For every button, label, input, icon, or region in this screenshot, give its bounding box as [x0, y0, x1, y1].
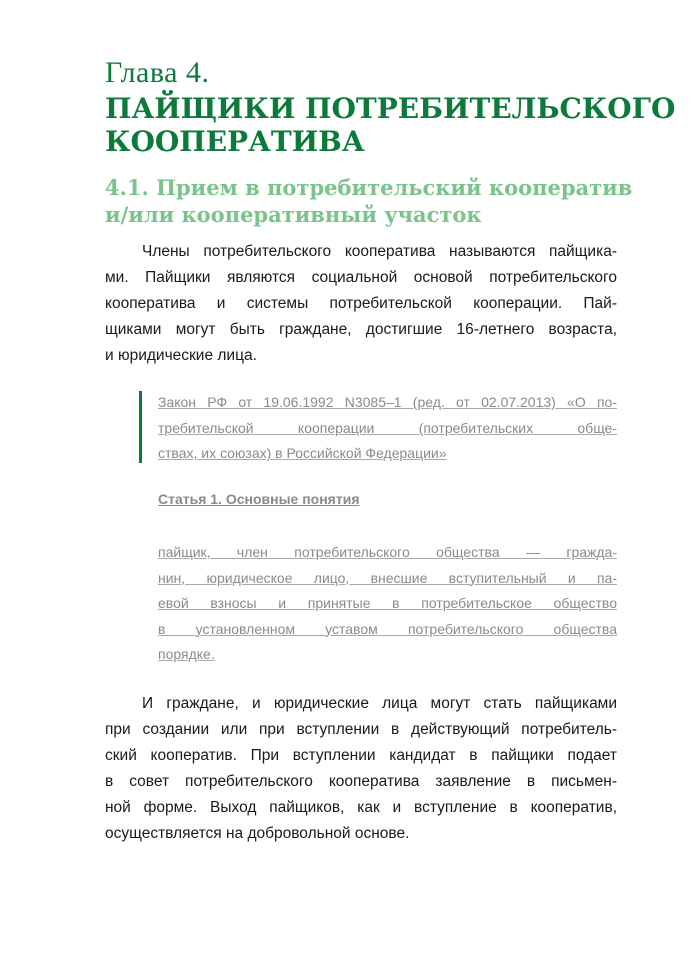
- text-line: и юридические лица.: [105, 347, 257, 364]
- chapter-label: Глава 4.: [105, 56, 210, 89]
- text-line: в совет потребительского кооператива заявление в письмен-: [105, 773, 617, 790]
- text-line: щиками могут быть граждане, достигшие 16-летнего возраста,: [105, 321, 617, 338]
- text-line: евой взносы и принятые в потребительское общество: [158, 595, 617, 611]
- text-line: И граждане, и юридические лица могут стать пайщиками: [142, 695, 617, 712]
- text-line: ствах, их союзах) в Российской Федерации»: [158, 445, 447, 461]
- section-title-line: и/или кооперативный участок: [105, 202, 482, 227]
- text-line: ной форме. Выход пайщиков, как и вступление в кооператив,: [105, 799, 617, 816]
- text-line: пайщик, член потребительского общества — гражда-: [158, 544, 617, 560]
- definition-link[interactable]: [158, 540, 617, 668]
- section-title: [105, 174, 645, 228]
- paragraph-membership: [105, 691, 617, 847]
- text-line: требительской кооперации (потребительских обще-: [158, 419, 617, 436]
- text-line: Закон РФ от 19.06.1992 N3085–1 (ред. от 02.07.2013) «О по-: [158, 394, 617, 410]
- chapter-title-line: ПАЙЩИКИ ПОТРЕБИТЕЛЬСКОГО: [105, 92, 676, 125]
- chapter-title-line: КООПЕРАТИВА: [105, 125, 365, 158]
- text-line: Члены потребительского кооператива называются пайщика-: [142, 243, 617, 260]
- chapter-title: [105, 92, 676, 158]
- text-line: нин, юридическое лицо, внесшие вступительный и па-: [158, 569, 617, 586]
- paragraph-intro: [105, 239, 617, 369]
- text-line: кооператива и системы потребительской кооперации. Пай-: [105, 295, 617, 312]
- section-title-line: 4.1. Прием в потребительский кооператив: [105, 175, 633, 200]
- quote-bar: [139, 391, 142, 463]
- text-line: ский кооператив. При вступлении кандидат в пайщики подает: [105, 747, 617, 764]
- article-title-link[interactable]: Статья 1. Основные понятия: [158, 491, 360, 507]
- text-line: в установленном уставом потребительского общества: [158, 620, 617, 637]
- text-line: ми. Пайщики являются социальной основой потребительского: [105, 269, 617, 286]
- text-line: осуществляется на добровольной основе.: [105, 825, 410, 842]
- text-line: порядке.: [158, 646, 215, 662]
- law-reference-link[interactable]: [158, 390, 617, 467]
- text-line: при создании или при вступлении в действующий потребитель-: [105, 721, 617, 738]
